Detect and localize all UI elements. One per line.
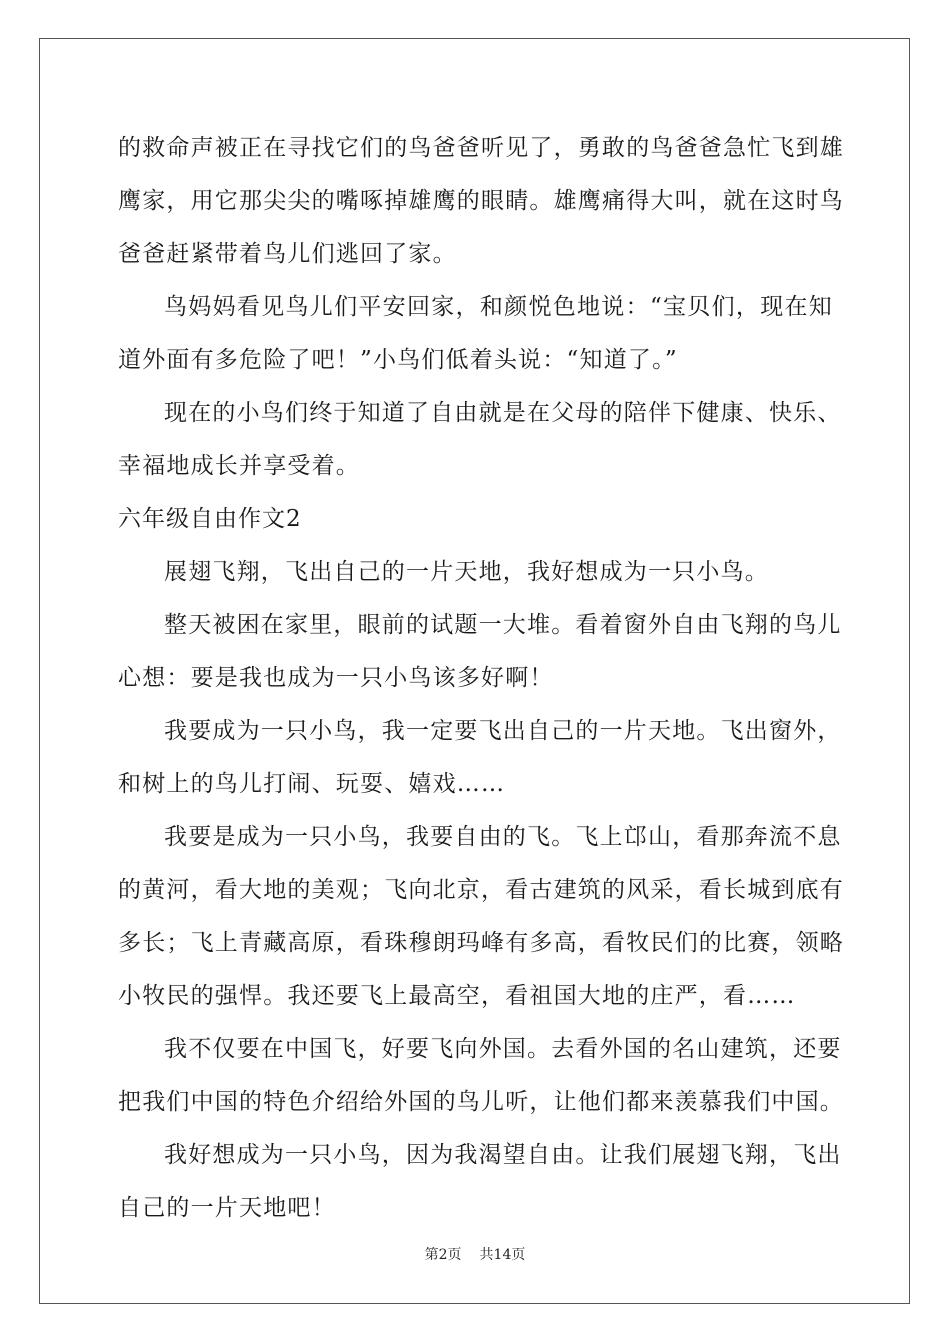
paragraph-start: 我不仅要在中国飞，好要飞向外国。去看外国的名山建筑，还要 <box>164 1036 842 1062</box>
text-line: 爸爸赶紧带着鸟儿们逃回了家。 <box>118 241 457 267</box>
page-total: 共14页 <box>479 1247 526 1263</box>
paragraph-start: 整天被困在家里，眼前的试题一大堆。看着窗外自由飞翔的鸟儿 <box>164 612 842 638</box>
paragraph-start: 我好想成为一只小鸟，因为我渴望自由。让我们展翅飞翔，飞出 <box>164 1142 842 1168</box>
paragraph-start: 展翅飞翔，飞出自己的一片天地，我好想成为一只小鸟。 <box>164 559 769 585</box>
text-line: 多长；飞上青藏高原，看珠穆朗玛峰有多高，看牧民们的比赛，领略 <box>118 930 844 956</box>
text-line: 小牧民的强悍。我还要飞上最高空，看祖国大地的庄严，看…… <box>118 983 796 1009</box>
text-line: 鹰家，用它那尖尖的嘴啄掉雄鹰的眼睛。雄鹰痛得大叫，就在这时鸟 <box>118 188 844 214</box>
text-line: 和树上的鸟儿打闹、玩耍、嬉戏…… <box>118 771 506 797</box>
text-line: 道外面有多危险了吧！”小鸟们低着头说：“知道了。” <box>118 347 678 373</box>
paragraph-start: 我要成为一只小鸟，我一定要飞出自己的一片天地。飞出窗外， <box>164 718 842 744</box>
text-line: 的黄河，看大地的美观；飞向北京，看古建筑的风采，看长城到底有 <box>118 877 844 903</box>
document-body <box>118 122 844 1235</box>
text-line: 的救命声被正在寻找它们的鸟爸爸听见了，勇敢的鸟爸爸急忙飞到雄 <box>118 135 844 161</box>
text-line: 把我们中国的特色介绍给外国的鸟儿听，让他们都来羡慕我们中国。 <box>118 1089 844 1115</box>
paragraph-start: 我要是成为一只小鸟，我要自由的飞。飞上邙山，看那奔流不息 <box>164 824 842 850</box>
paragraph-start: 现在的小鸟们终于知道了自由就是在父母的陪伴下健康、快乐、 <box>164 400 842 426</box>
paragraph-start: 鸟妈妈看见鸟儿们平安回家，和颜悦色地说：“宝贝们，现在知 <box>164 294 833 320</box>
text-line: 幸福地成长并享受着。 <box>118 453 360 479</box>
page-footer <box>0 1244 950 1264</box>
text-line: 心想：要是我也成为一只小鸟该多好啊！ <box>118 665 554 691</box>
text-line: 自己的一片天地吧！ <box>118 1195 336 1221</box>
page-number: 第2页 <box>424 1247 462 1263</box>
section-heading: 六年级自由作文2 <box>118 506 302 532</box>
